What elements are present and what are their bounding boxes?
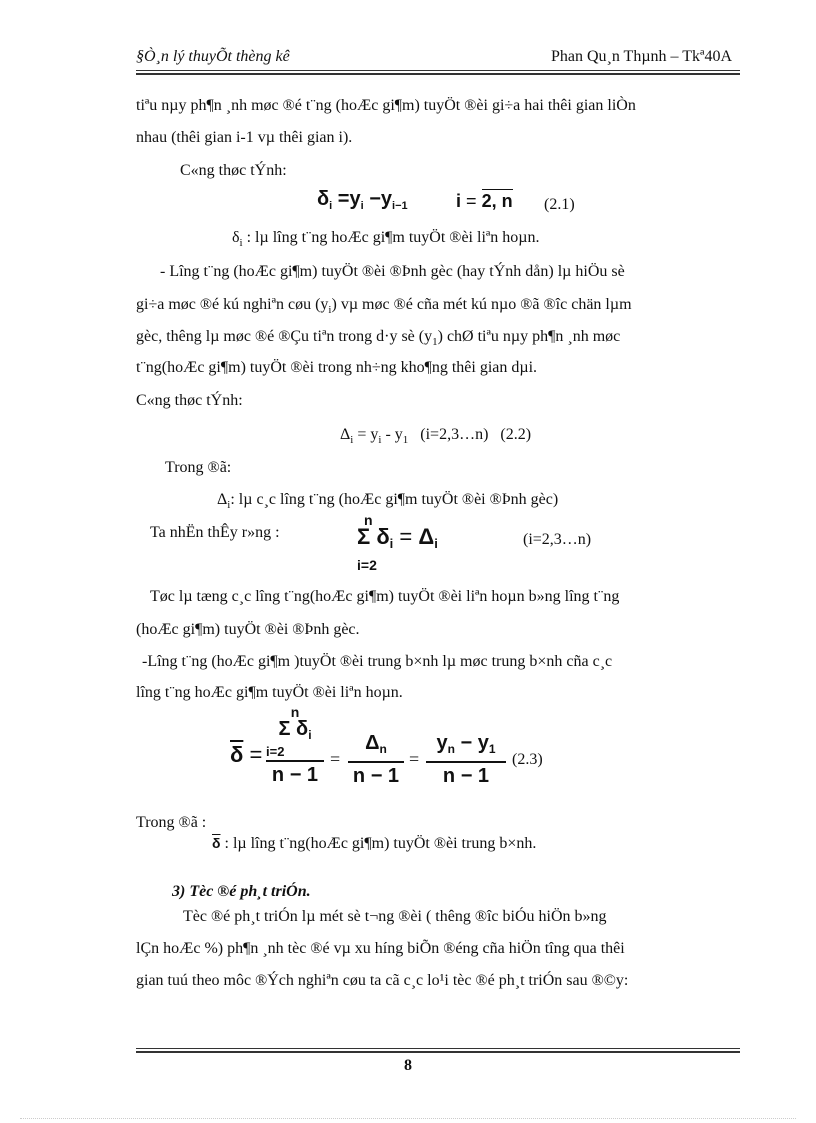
equation-number: (2.3) (512, 751, 543, 768)
footer-rule-top (136, 1048, 740, 1049)
section-heading: 3) Tèc ®é ph¸t triÓn. (172, 883, 311, 900)
header-author: Phan Qu¸n Thµnh – Tkª40A (550, 48, 732, 65)
eq-symbol: Δ (340, 426, 351, 443)
formula-label: C«ng thøc tÝnh: (180, 162, 287, 179)
observation-text: Ta nhËn thÊy r»ng : (150, 524, 280, 541)
paragraph-line: lîng t¨ng hoÆc gi¶m tuyÖt ®èi liªn hoµn. (136, 684, 403, 701)
eq-subscript: i (360, 200, 364, 212)
def-text: : lµ lîng t¨ng(hoÆc gi¶m) tuyÖt ®èi trung b×nh. (220, 835, 537, 852)
equation-2-1-range (456, 191, 513, 211)
eq23-lhs (230, 742, 263, 767)
eq-subscript: i (350, 434, 354, 446)
eq-subscript: 1 (402, 434, 409, 446)
text-segment: gi÷a møc ®é kú nghiªn cøu (y (136, 296, 329, 313)
text-subscript: i (328, 304, 332, 316)
eq-operator: = (330, 749, 341, 769)
sigma-icon: Σ (278, 718, 291, 740)
paragraph-line (136, 327, 620, 352)
denominator: n − 1 (442, 765, 490, 787)
eq-operator: = (409, 749, 420, 769)
eq-subscript: i (434, 536, 438, 551)
eq-symbol: Δ (365, 732, 380, 754)
sigma-icon: Σ (357, 524, 371, 549)
fraction-y (426, 733, 506, 787)
definition-line (212, 833, 536, 854)
sum-range: (i=2,3…n) (523, 531, 592, 548)
eq-range: 2, n (481, 191, 513, 211)
eq-symbol: y (380, 188, 393, 210)
eq-subscript: i (329, 200, 333, 212)
fraction-delta (348, 733, 404, 787)
def-text: : lµ c¸c lîng t¨ng (hoÆc gi¶m tuyÖt ®èi ®Þnh gèc) (230, 491, 559, 508)
sum-upper: n (290, 704, 300, 720)
header-rule-top (136, 70, 740, 71)
page-bottom-dots (20, 1118, 796, 1119)
text-segment: ) vµ møc ®é cña mét kú nµo ®ã ®îc chän lµm (331, 296, 632, 313)
paragraph-line: gian tuú theo môc ®Ých nghiªn cøu ta cã c¸c lo¹i tèc ®é ph¸t triÓn sau ®©y: (136, 972, 629, 989)
paragraph-line: lÇn hoÆc %) ph¶n ¸nh tèc ®é vµ xu híng biÕn ®éng cña hiÖn tîng qua thêi (136, 940, 625, 957)
def-subscript: i (239, 237, 243, 249)
header-rule-bottom (136, 73, 740, 75)
sum-sigma (357, 524, 438, 554)
def-symbol: $\overline{\delta}$ (212, 835, 221, 851)
eq-operator: = (466, 191, 477, 211)
fraction-bar (426, 761, 506, 763)
sum-upper: n (364, 512, 373, 528)
eq-symbol: δ (317, 188, 330, 210)
equation-2-2 (340, 425, 531, 450)
fraction-bar (348, 761, 404, 763)
header-title: §Ò¸n lý thuyÕt thèng kê (136, 48, 290, 65)
fraction-bar (266, 760, 324, 762)
equation-number: (2.1) (544, 196, 575, 213)
page-number: 8 (404, 1057, 412, 1074)
eq-symbol: δ (296, 718, 309, 740)
denominator: n − 1 (271, 764, 319, 786)
def-symbol: Δ (217, 491, 228, 508)
footer-rule-bottom (136, 1051, 740, 1053)
eq-text: - y (381, 426, 403, 443)
trong-do-label: Trong ®ã: (165, 459, 232, 476)
eq-range: (i=2,3…n) (420, 426, 489, 443)
def-symbol: δ (232, 229, 240, 246)
paragraph-line (136, 295, 632, 320)
paragraph-line: -Lîng t¨ng (hoÆc gi¶m )tuyÖt ®èi trung b×nh lµ møc trung b×nh cña c¸c (142, 653, 613, 670)
eq-subscript: 1 (488, 742, 496, 756)
paragraph-line: Tèc ®é ph¸t triÓn lµ mét sè t¬ng ®èi ( thêng ®îc biÓu hiÖn b»ng (183, 908, 607, 925)
paragraph-line: tiªu nµy ph¶n ¸nh møc ®é t¨ng (hoÆc gi¶m) tuyÖt ®èi gi÷a hai thêi gian liÒn (136, 97, 636, 114)
eq-symbol: y (436, 732, 448, 754)
paragraph-line: (hoÆc gi¶m) tuyÖt ®èi ®Þnh gèc. (136, 621, 360, 638)
paragraph-line: Tøc lµ tæng c¸c lîng t¨ng(hoÆc gi¶m) tuyÖt ®èi liªn hoµn b»ng lîng t¨ng (150, 588, 620, 605)
equation-2-1 (317, 189, 408, 216)
eq-subscript: n (379, 742, 387, 756)
text-subscript: 1 (432, 336, 438, 348)
eq-symbol: $\overline{\delta}$ (230, 742, 244, 767)
definition-line (232, 228, 540, 253)
formula-label: C«ng thøc tÝnh: (136, 392, 243, 409)
eq-subscript: i−1 (392, 200, 408, 212)
paragraph-line: t¨ng(hoÆc gi¶m) tuyÖt ®èi trong nh÷ng kho¶ng thêi gian dµi. (136, 359, 538, 376)
paragraph-line: nhau (thêi gian i-1 vµ thêi gian i). (136, 129, 353, 146)
text-segment: gèc, thêng lµ møc ®é ®Çu tiªn trong d·y sè (y (136, 328, 433, 345)
trong-do-label: Trong ®ã : (136, 814, 207, 831)
def-subscript: i (227, 499, 231, 511)
eq-symbol: − y (454, 732, 489, 754)
sum-lower: i=2 (266, 744, 285, 759)
eq-operator: = (337, 188, 350, 210)
eq-symbol: δ (376, 524, 390, 549)
def-text: : lµ lîng t¨ng hoÆc gi¶m tuyÖt ®èi liªn hoµn. (242, 229, 540, 246)
eq-subscript: i (389, 536, 394, 551)
eq-text: = y (353, 426, 379, 443)
fraction-sum (266, 705, 324, 786)
eq-operator: = (249, 742, 263, 767)
eq-subscript: i (378, 434, 382, 446)
eq-subscript: i (308, 728, 312, 742)
eq-operator: − (369, 188, 381, 210)
eq-subscript: n (447, 742, 455, 756)
paragraph-line: - Lîng t¨ng (hoÆc gi¶m) tuyÖt ®èi ®Þnh gèc (hay tÝnh dån) lµ hiÖu sè (160, 263, 625, 280)
text-segment: ) chØ tiªu nµy ph¶n ¸nh møc (437, 328, 621, 345)
eq-operator: = (399, 524, 413, 549)
eq-symbol: y (349, 188, 361, 210)
eq-symbol: i (456, 191, 462, 211)
eq-symbol: Δ (418, 524, 435, 549)
sum-lower: i=2 (357, 557, 377, 573)
equation-number: (2.2) (500, 426, 532, 443)
denominator: n − 1 (352, 765, 400, 787)
definition-line (217, 490, 558, 515)
